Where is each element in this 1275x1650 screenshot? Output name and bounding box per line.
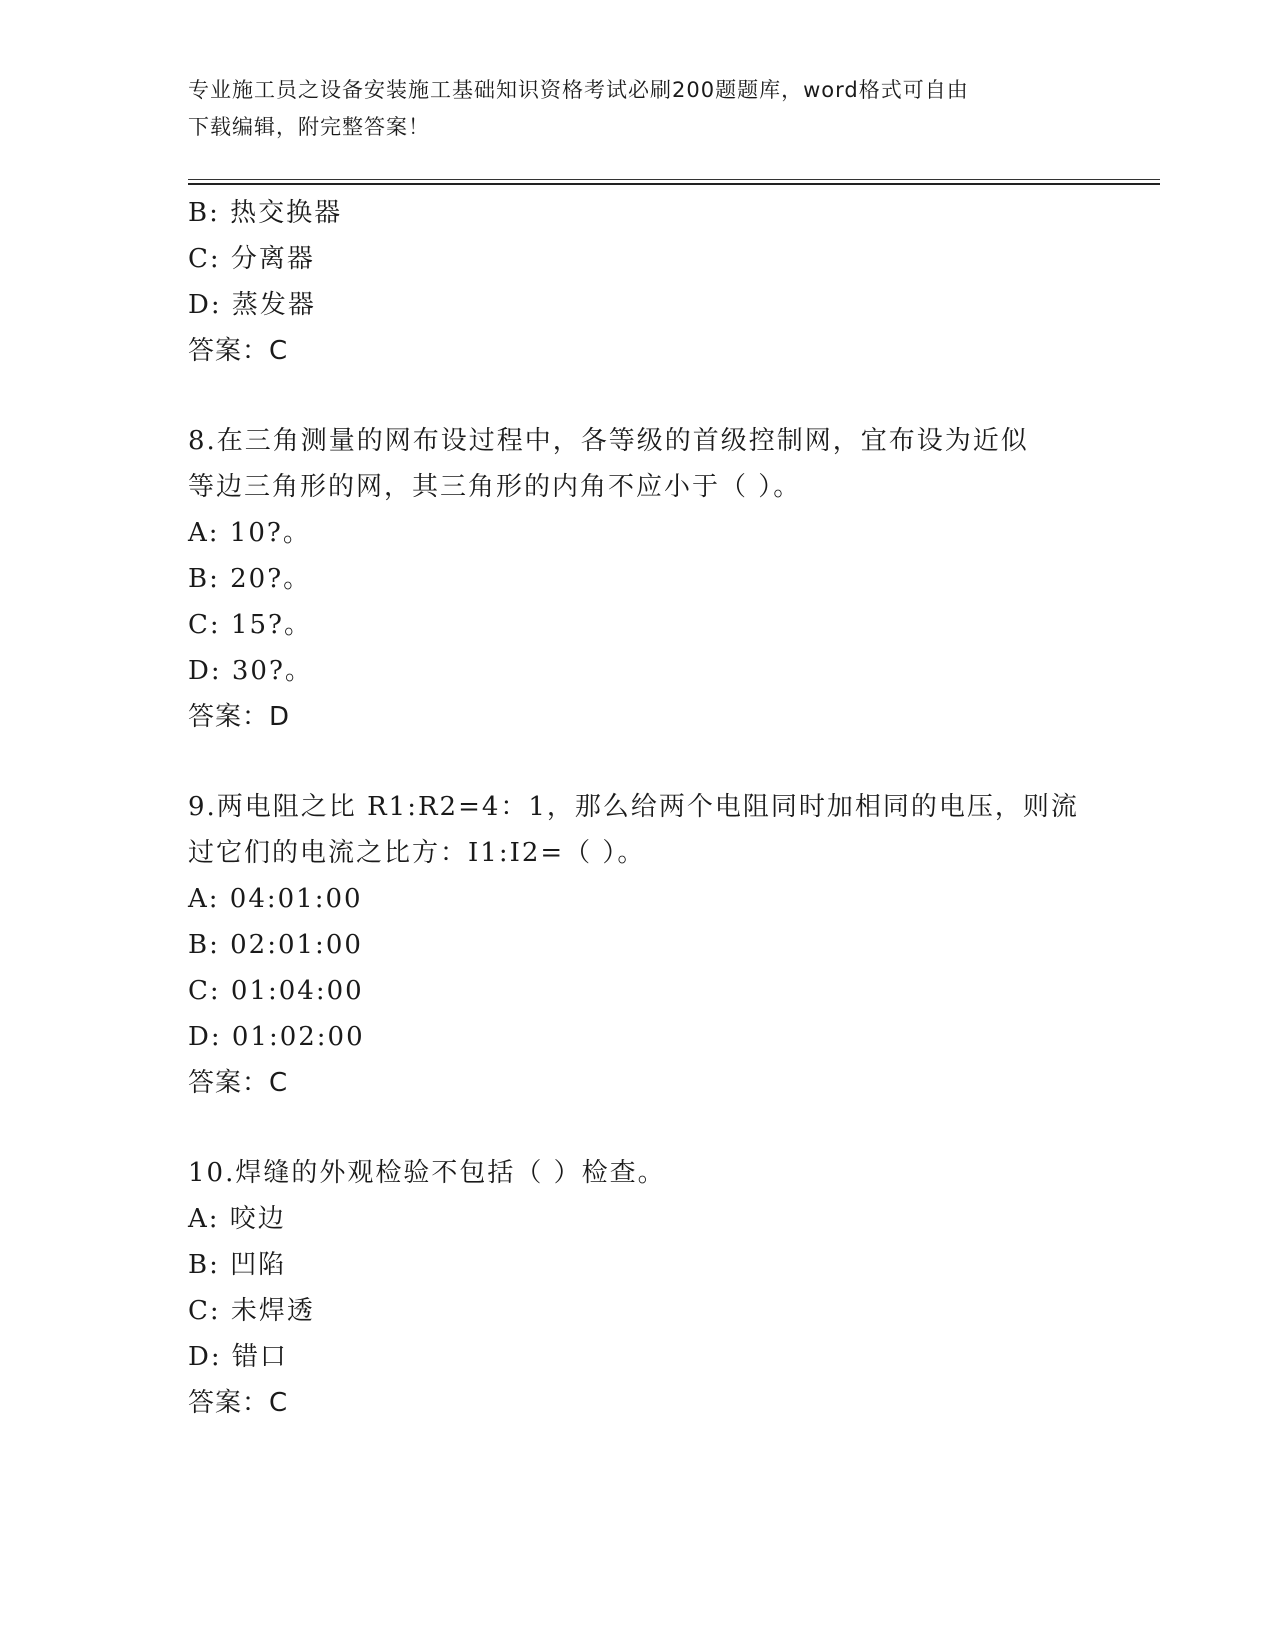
option-d: D: 30?。: [188, 656, 313, 686]
option-d: D: 01:02:00: [188, 1022, 365, 1052]
question-block-10: [188, 1150, 1088, 1426]
header-rule-thin: [188, 179, 1160, 180]
option-a: A: 咬边: [188, 1204, 286, 1234]
option-c: C: 分离器: [188, 244, 315, 274]
question-block-8: [188, 418, 1088, 740]
question-title-line-1: 8.在三角测量的网布设过程中，各等级的首级控制网，宜布设为近似: [188, 426, 1029, 456]
option-a: A: 04:01:00: [188, 884, 363, 914]
question-block-prev: [188, 190, 1088, 374]
answer-line: 答案：C: [188, 336, 289, 366]
option-b: B: 热交换器: [188, 198, 343, 228]
answer-line: 答案：C: [188, 1068, 289, 1098]
option-c: C: 01:04:00: [188, 976, 364, 1006]
option-b: B: 02:01:00: [188, 930, 363, 960]
question-title-line-1: 9.两电阻之比 R1:R2=4：1，那么给两个电阻同时加相同的电压，则流: [188, 792, 1079, 822]
header-line-1: 专业施工员之设备安装施工基础知识资格考试必刷200题题库，word格式可自由: [188, 78, 969, 102]
option-b: B: 凹陷: [188, 1250, 287, 1280]
header-rule-thick: [188, 183, 1160, 185]
question-list: [188, 190, 1088, 1426]
answer-line: 答案：D: [188, 702, 291, 732]
question-title-line-2: 过它们的电流之比方：I1:I2=（ ）。: [188, 838, 646, 868]
option-b: B: 20?。: [188, 564, 312, 594]
option-c: C: 未焊透: [188, 1296, 315, 1326]
question-title-line-1: 10.焊缝的外观检验不包括（ ）检查。: [188, 1158, 666, 1188]
header-line-2: 下载编辑，附完整答案！: [188, 115, 430, 139]
answer-line: 答案：C: [188, 1388, 289, 1418]
document-header: [188, 72, 1068, 146]
option-a: A: 10?。: [188, 518, 311, 548]
option-d: D: 错口: [188, 1342, 288, 1372]
option-d: D: 蒸发器: [188, 290, 316, 320]
question-title-line-2: 等边三角形的网，其三角形的内角不应小于（ ）。: [188, 472, 802, 502]
option-c: C: 15?。: [188, 610, 312, 640]
question-block-9: [188, 784, 1088, 1106]
